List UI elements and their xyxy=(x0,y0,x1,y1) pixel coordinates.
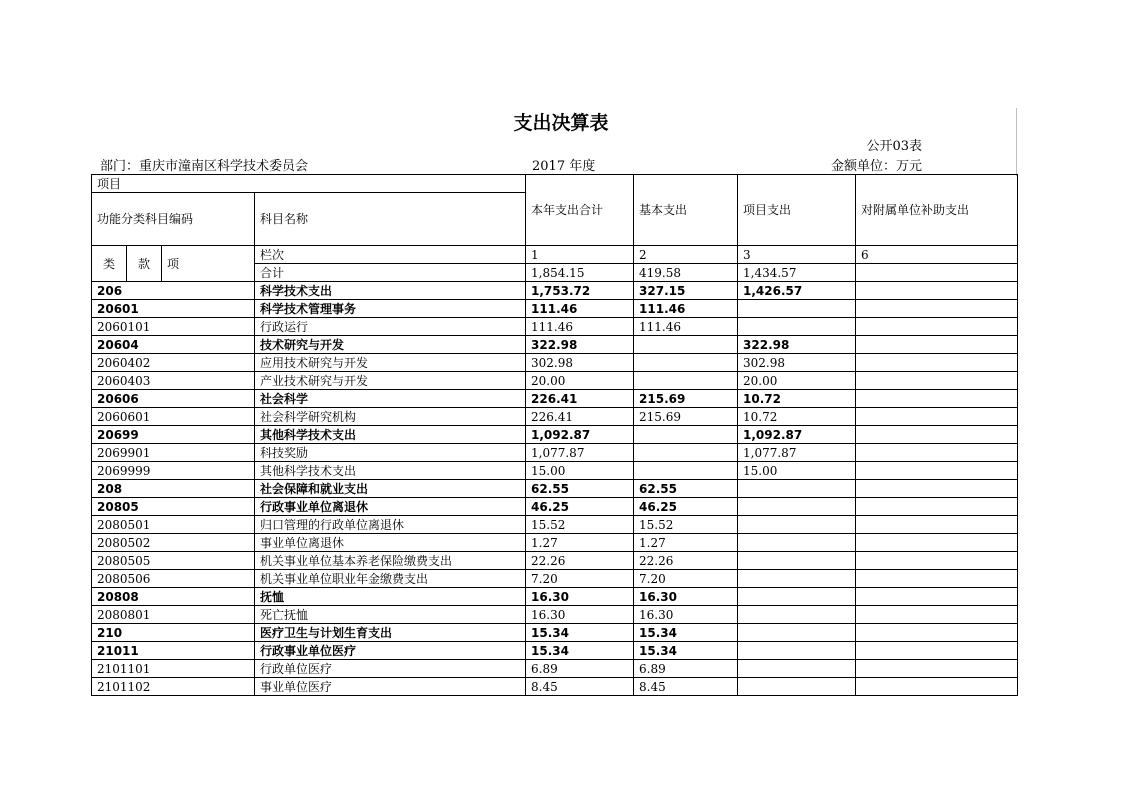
row-project: 1,077.87 xyxy=(738,444,856,462)
table-row xyxy=(92,354,1018,372)
table-row xyxy=(92,462,1018,480)
row-subsidy xyxy=(856,426,1018,444)
row-project xyxy=(738,660,856,678)
row-subsidy xyxy=(856,534,1018,552)
row-total: 1,092.87 xyxy=(526,426,634,444)
row-subject-name: 事业单位医疗 xyxy=(255,678,526,696)
row-subject-name: 其他科学技术支出 xyxy=(255,462,526,480)
row-project xyxy=(738,642,856,660)
row-basic: 327.15 xyxy=(634,282,738,300)
row-code: 2069901 xyxy=(92,444,255,462)
row-subsidy xyxy=(856,372,1018,390)
row-subsidy xyxy=(856,390,1018,408)
row-subject-name: 行政单位医疗 xyxy=(255,660,526,678)
amount-unit-label: 金额单位：万元 xyxy=(830,159,922,174)
header-subject-name: 科目名称 xyxy=(255,193,526,246)
row-subsidy xyxy=(856,516,1018,534)
fiscal-year-label: 2017 年度 xyxy=(532,159,596,174)
row-basic: 111.46 xyxy=(634,318,738,336)
row-code: 20604 xyxy=(92,336,255,354)
row-basic xyxy=(634,354,738,372)
row-basic: 22.26 xyxy=(634,552,738,570)
row-project xyxy=(738,552,856,570)
table-row xyxy=(92,606,1018,624)
table-row xyxy=(92,336,1018,354)
expenditure-table xyxy=(91,174,1018,696)
row-total: 8.45 xyxy=(526,678,634,696)
row-project xyxy=(738,498,856,516)
row-subject-name: 科技奖励 xyxy=(255,444,526,462)
row-subject-name: 行政运行 xyxy=(255,318,526,336)
row-basic: 15.52 xyxy=(634,516,738,534)
row-basic: 62.55 xyxy=(634,480,738,498)
total-subsidy xyxy=(856,264,1018,282)
row-code: 2080502 xyxy=(92,534,255,552)
table-row xyxy=(92,678,1018,696)
row-code: 208 xyxy=(92,480,255,498)
row-project: 20.00 xyxy=(738,372,856,390)
row-code: 210 xyxy=(92,624,255,642)
row-subject-name: 社会保障和就业支出 xyxy=(255,480,526,498)
row-code: 20808 xyxy=(92,588,255,606)
row-total: 62.55 xyxy=(526,480,634,498)
row-subsidy xyxy=(856,462,1018,480)
row-project: 10.72 xyxy=(738,408,856,426)
row-project: 15.00 xyxy=(738,462,856,480)
row-code: 2060403 xyxy=(92,372,255,390)
row-subject-name: 机关事业单位职业年金缴费支出 xyxy=(255,570,526,588)
row-total: 15.52 xyxy=(526,516,634,534)
row-code: 20699 xyxy=(92,426,255,444)
header-subsidy: 对附属单位补助支出 xyxy=(856,175,1018,246)
row-total: 15.34 xyxy=(526,624,634,642)
header-lei: 类 xyxy=(92,246,127,282)
row-project: 10.72 xyxy=(738,390,856,408)
row-subject-name: 其他科学技术支出 xyxy=(255,426,526,444)
total-amount: 1,854.15 xyxy=(526,264,634,282)
table-row xyxy=(92,534,1018,552)
row-basic xyxy=(634,462,738,480)
row-basic xyxy=(634,372,738,390)
row-code: 2080506 xyxy=(92,570,255,588)
col-number-6: 6 xyxy=(856,246,1018,264)
row-total: 15.00 xyxy=(526,462,634,480)
department-label: 部门：重庆市潼南区科学技术委员会 xyxy=(100,159,309,174)
row-total: 16.30 xyxy=(526,606,634,624)
row-basic: 46.25 xyxy=(634,498,738,516)
row-subsidy xyxy=(856,606,1018,624)
row-total: 16.30 xyxy=(526,588,634,606)
total-label: 合计 xyxy=(255,264,526,282)
header-basic: 基本支出 xyxy=(634,175,738,246)
row-basic: 215.69 xyxy=(634,408,738,426)
row-code: 2060402 xyxy=(92,354,255,372)
row-project xyxy=(738,516,856,534)
row-subject-name: 产业技术研究与开发 xyxy=(255,372,526,390)
col-number-2: 2 xyxy=(634,246,738,264)
header-func-code: 功能分类科目编码 xyxy=(92,193,255,246)
table-row xyxy=(92,516,1018,534)
row-code: 20606 xyxy=(92,390,255,408)
table-row xyxy=(92,642,1018,660)
row-subject-name: 技术研究与开发 xyxy=(255,336,526,354)
row-basic xyxy=(634,426,738,444)
row-code: 2080505 xyxy=(92,552,255,570)
row-subject-name: 行政事业单位医疗 xyxy=(255,642,526,660)
row-subsidy xyxy=(856,408,1018,426)
table-row xyxy=(92,570,1018,588)
row-subsidy xyxy=(856,282,1018,300)
table-number: 公开03表 xyxy=(866,139,922,154)
row-subsidy xyxy=(856,336,1018,354)
row-subject-name: 医疗卫生与计划生育支出 xyxy=(255,624,526,642)
row-basic: 6.89 xyxy=(634,660,738,678)
row-subject-name: 机关事业单位基本养老保险缴费支出 xyxy=(255,552,526,570)
row-subsidy xyxy=(856,480,1018,498)
table-row xyxy=(92,426,1018,444)
row-total: 7.20 xyxy=(526,570,634,588)
table-row xyxy=(92,318,1018,336)
row-basic: 15.34 xyxy=(634,624,738,642)
row-code: 2101101 xyxy=(92,660,255,678)
row-code: 21011 xyxy=(92,642,255,660)
row-code: 2069999 xyxy=(92,462,255,480)
row-code: 20805 xyxy=(92,498,255,516)
row-project: 1,426.57 xyxy=(738,282,856,300)
row-code: 2101102 xyxy=(92,678,255,696)
page-title: 支出决算表 xyxy=(513,112,609,134)
row-code: 2080501 xyxy=(92,516,255,534)
total-project: 1,434.57 xyxy=(738,264,856,282)
row-basic: 15.34 xyxy=(634,642,738,660)
header-total: 本年支出合计 xyxy=(526,175,634,246)
header-project-expense: 项目支出 xyxy=(738,175,856,246)
total-basic: 419.58 xyxy=(634,264,738,282)
row-subject-name: 社会科学研究机构 xyxy=(255,408,526,426)
row-subsidy xyxy=(856,552,1018,570)
row-total: 22.26 xyxy=(526,552,634,570)
row-project xyxy=(738,570,856,588)
row-basic: 1.27 xyxy=(634,534,738,552)
table-row xyxy=(92,588,1018,606)
table-row xyxy=(92,390,1018,408)
row-subject-name: 归口管理的行政单位离退休 xyxy=(255,516,526,534)
row-code: 206 xyxy=(92,282,255,300)
row-subsidy xyxy=(856,642,1018,660)
row-total: 6.89 xyxy=(526,660,634,678)
row-subsidy xyxy=(856,498,1018,516)
row-subsidy xyxy=(856,588,1018,606)
row-subsidy xyxy=(856,318,1018,336)
table-row xyxy=(92,444,1018,462)
header-project: 项目 xyxy=(92,175,526,193)
row-total: 302.98 xyxy=(526,354,634,372)
header-xiang: 项 xyxy=(162,246,255,282)
row-project xyxy=(738,624,856,642)
row-project xyxy=(738,606,856,624)
table-row xyxy=(92,624,1018,642)
row-code: 2080801 xyxy=(92,606,255,624)
row-subject-name: 事业单位离退休 xyxy=(255,534,526,552)
row-total: 322.98 xyxy=(526,336,634,354)
row-total: 226.41 xyxy=(526,408,634,426)
row-project xyxy=(738,300,856,318)
row-subject-name: 社会科学 xyxy=(255,390,526,408)
table-row xyxy=(92,498,1018,516)
row-basic xyxy=(634,444,738,462)
table-row xyxy=(92,660,1018,678)
row-subject-name: 行政事业单位离退休 xyxy=(255,498,526,516)
header-lanci: 栏次 xyxy=(255,246,526,264)
row-total: 226.41 xyxy=(526,390,634,408)
row-total: 15.34 xyxy=(526,642,634,660)
row-subsidy xyxy=(856,570,1018,588)
row-code: 2060101 xyxy=(92,318,255,336)
row-code: 2060601 xyxy=(92,408,255,426)
col-number-3: 3 xyxy=(738,246,856,264)
table-row xyxy=(92,372,1018,390)
row-subject-name: 科学技术管理事务 xyxy=(255,300,526,318)
row-basic: 111.46 xyxy=(634,300,738,318)
row-project xyxy=(738,318,856,336)
row-basic: 16.30 xyxy=(634,588,738,606)
row-total: 1.27 xyxy=(526,534,634,552)
row-total: 111.46 xyxy=(526,318,634,336)
row-subsidy xyxy=(856,678,1018,696)
row-total: 46.25 xyxy=(526,498,634,516)
row-subject-name: 应用技术研究与开发 xyxy=(255,354,526,372)
row-subsidy xyxy=(856,660,1018,678)
table-row xyxy=(92,552,1018,570)
row-project xyxy=(738,588,856,606)
row-basic: 7.20 xyxy=(634,570,738,588)
row-subsidy xyxy=(856,444,1018,462)
row-project: 302.98 xyxy=(738,354,856,372)
row-basic: 215.69 xyxy=(634,390,738,408)
table-row xyxy=(92,480,1018,498)
row-basic xyxy=(634,336,738,354)
row-code: 20601 xyxy=(92,300,255,318)
row-project: 322.98 xyxy=(738,336,856,354)
col-number-1: 1 xyxy=(526,246,634,264)
header-kuan: 款 xyxy=(127,246,162,282)
row-subsidy xyxy=(856,354,1018,372)
table-row xyxy=(92,408,1018,426)
row-total: 1,077.87 xyxy=(526,444,634,462)
row-subject-name: 死亡抚恤 xyxy=(255,606,526,624)
row-total: 1,753.72 xyxy=(526,282,634,300)
table-row xyxy=(92,300,1018,318)
row-project xyxy=(738,678,856,696)
row-project: 1,092.87 xyxy=(738,426,856,444)
row-basic: 16.30 xyxy=(634,606,738,624)
row-subsidy xyxy=(856,300,1018,318)
row-subject-name: 科学技术支出 xyxy=(255,282,526,300)
row-project xyxy=(738,534,856,552)
row-project xyxy=(738,480,856,498)
row-subsidy xyxy=(856,624,1018,642)
row-total: 111.46 xyxy=(526,300,634,318)
table-row xyxy=(92,282,1018,300)
row-subject-name: 抚恤 xyxy=(255,588,526,606)
row-total: 20.00 xyxy=(526,372,634,390)
row-basic: 8.45 xyxy=(634,678,738,696)
